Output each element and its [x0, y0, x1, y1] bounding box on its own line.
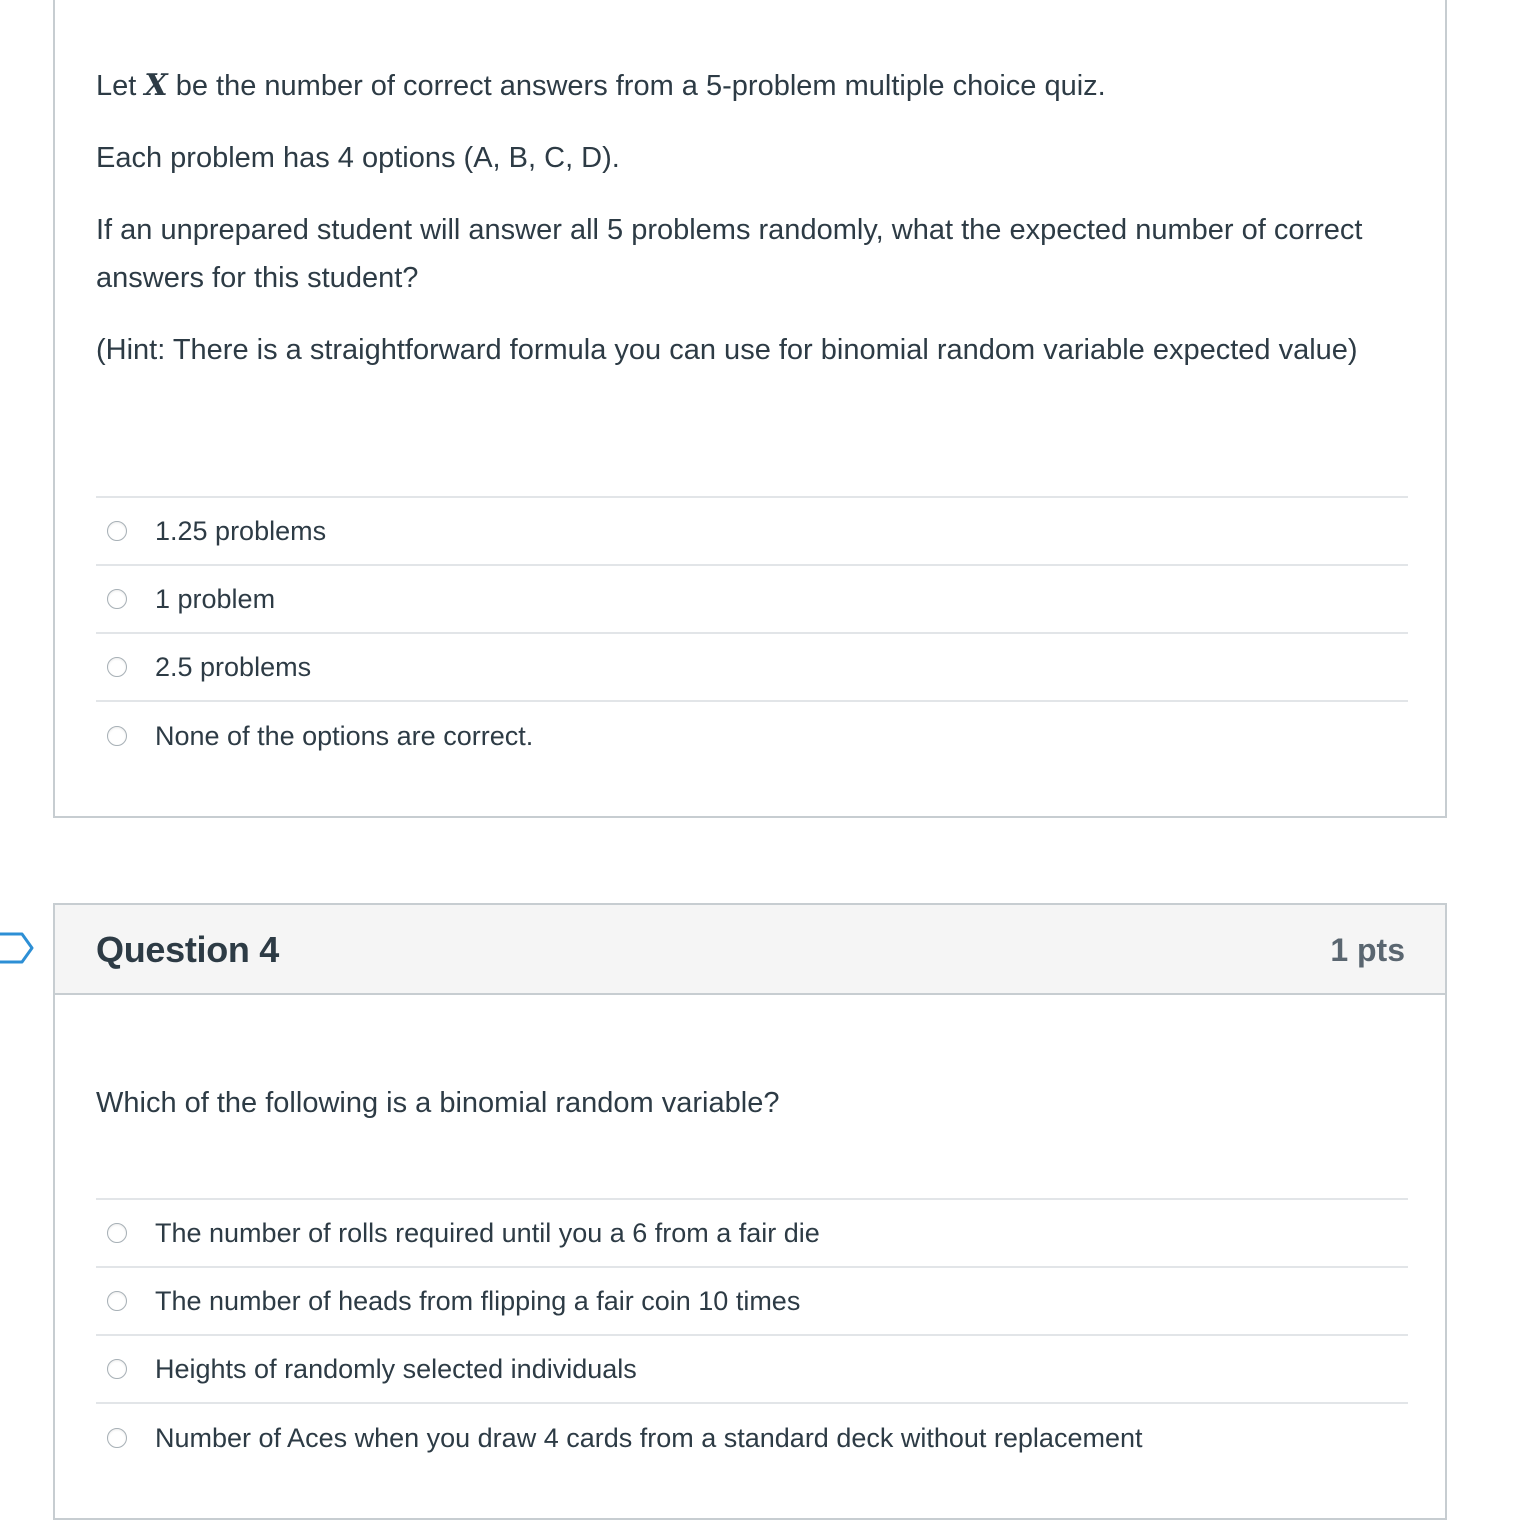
question-4-header: [55, 905, 1445, 995]
answer-label: 1.25 problems: [155, 515, 327, 546]
answer-option[interactable]: [96, 498, 1408, 566]
question-3-line-3: If an unprepared student will answer all 5 problems randomly, what the expected number of correct answers for this student?: [96, 214, 1363, 294]
answer-label: Number of Aces when you draw 4 cards from a standard deck without replacement: [155, 1422, 1143, 1453]
question-4-card: [53, 903, 1447, 1520]
radio-button[interactable]: [107, 1223, 127, 1243]
question-title: Question 4: [96, 929, 280, 970]
question-3-answers: [96, 496, 1408, 770]
radio-button[interactable]: [107, 1291, 127, 1311]
flag-question-icon[interactable]: [0, 932, 36, 964]
variable-x: X: [144, 68, 168, 103]
answer-label: None of the options are correct.: [155, 720, 534, 751]
radio-button[interactable]: [107, 589, 127, 609]
question-4-prompt: Which of the following is a binomial random variable?: [96, 1087, 780, 1119]
question-3-card: [53, 0, 1447, 818]
radio-button[interactable]: [107, 726, 127, 746]
answer-label: Heights of randomly selected individuals: [155, 1353, 637, 1384]
radio-button[interactable]: [107, 521, 127, 541]
question-3-line-1: Let X be the number of correct answers from a 5-problem multiple choice quiz.: [96, 68, 1106, 103]
question-3-text: [96, 62, 1385, 398]
radio-button[interactable]: [107, 1359, 127, 1379]
answer-option[interactable]: [96, 634, 1408, 702]
question-3-line-2: Each problem has 4 options (A, B, C, D).: [96, 142, 620, 174]
question-4-text: [96, 1079, 1385, 1151]
answer-option[interactable]: [96, 702, 1408, 770]
radio-button[interactable]: [107, 657, 127, 677]
answer-label: The number of heads from flipping a fair coin 10 times: [155, 1285, 801, 1316]
radio-button[interactable]: [107, 1428, 127, 1448]
answer-option[interactable]: [96, 1336, 1408, 1404]
answer-label: 1 problem: [155, 583, 276, 614]
answer-label: The number of rolls required until you a 6 from a fair die: [155, 1217, 820, 1248]
question-4-answers: [96, 1198, 1408, 1472]
answer-option[interactable]: [96, 1268, 1408, 1336]
question-points: 1 pts: [1330, 932, 1405, 968]
question-3-hint: (Hint: There is a straightforward formula you can use for binomial random variable expected value): [96, 334, 1358, 366]
answer-option[interactable]: [96, 1200, 1408, 1268]
answer-option[interactable]: [96, 1404, 1408, 1472]
answer-option[interactable]: [96, 566, 1408, 634]
answer-label: 2.5 problems: [155, 651, 312, 682]
